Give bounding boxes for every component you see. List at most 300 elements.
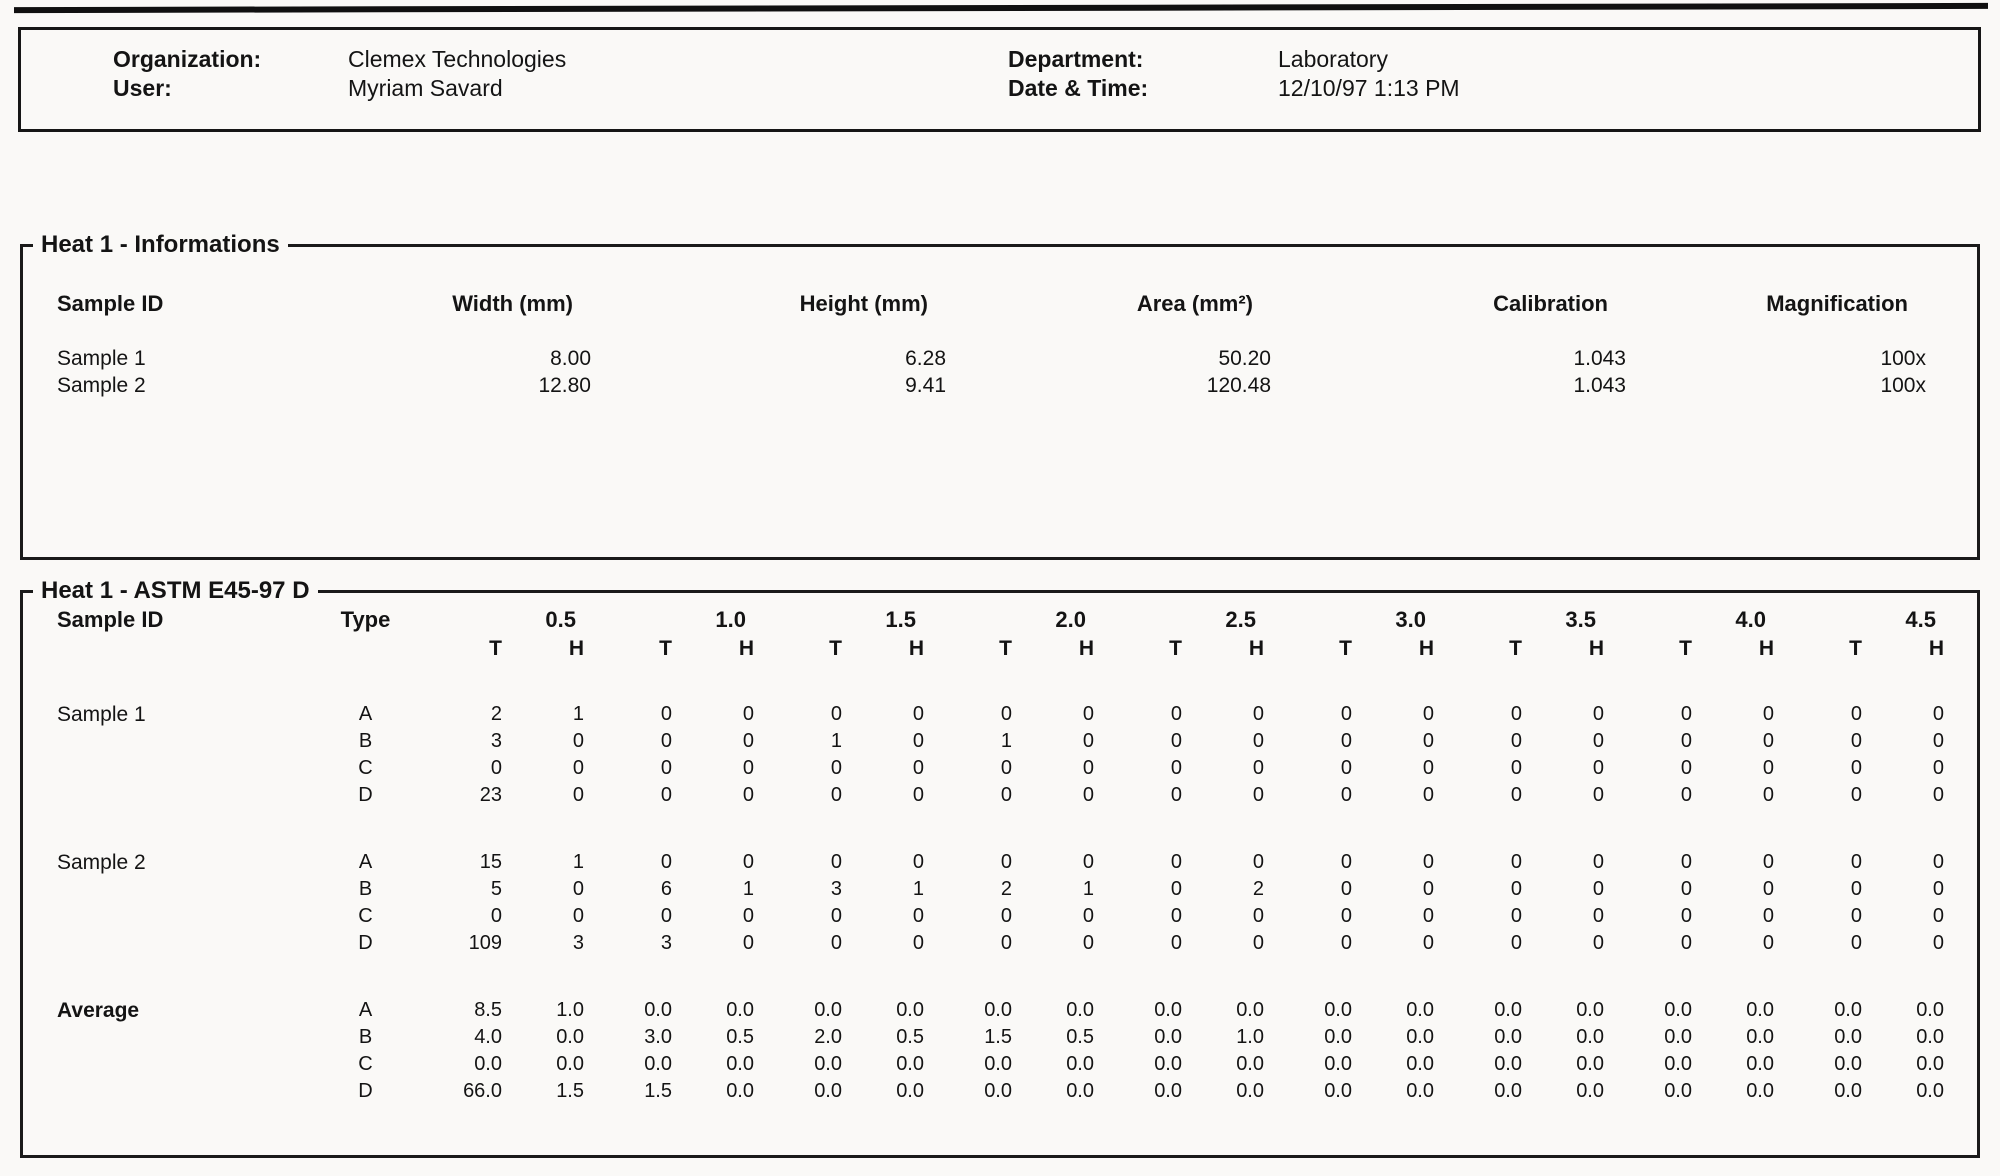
value-cell: 0 [1850,703,1862,725]
value-cell: 0 [1932,784,1944,806]
value-cell: 1 [830,730,842,752]
value-cell: 0 [912,905,924,927]
value-cell: 1 [572,851,584,873]
value-cell: 3 [572,932,584,954]
value-cell: 100x [1880,347,1926,370]
severity-header: 1.0 [715,607,746,632]
type-cell: D [358,1080,373,1102]
value-cell: 0.0 [1406,1053,1434,1075]
value-cell: 0 [1932,932,1944,954]
value-cell: 0.0 [1324,999,1352,1021]
value-cell: 1.043 [1573,374,1626,397]
severity-header: 3.0 [1395,607,1426,632]
subcolumn-header: T [999,637,1012,660]
type-cell: D [358,932,373,954]
value-cell: 0 [830,784,842,806]
value-cell: 0 [1510,730,1522,752]
value-cell: 0 [1422,784,1434,806]
value-cell: 0 [1082,932,1094,954]
value-cell: 0 [1170,905,1182,927]
value-cell: 0 [1170,757,1182,779]
column-header: Width (mm) [452,291,573,316]
value-cell: 2 [490,703,502,725]
value-cell: 0.0 [1066,999,1094,1021]
value-cell: 0 [1762,757,1774,779]
value-cell: 0 [572,757,584,779]
value-cell: 66.0 [463,1080,502,1102]
severity-header: 0.5 [545,607,576,632]
value-cell: 0.0 [814,1080,842,1102]
type-cell: C [358,1053,373,1075]
table-row [43,755,1948,782]
value-cell: 0.0 [474,1053,502,1075]
value-cell: 0 [1082,757,1094,779]
subcolumn-header: H [738,637,754,660]
value-cell: 0 [572,730,584,752]
value-cell: 0 [1340,703,1352,725]
value-cell: 0 [742,784,754,806]
value-cell: 0 [1340,905,1352,927]
value-cell: 0.0 [896,999,924,1021]
value-cell: 0 [1850,784,1862,806]
value-cell: 0 [912,730,924,752]
value-cell: 0 [1170,703,1182,725]
value-cell: 0.5 [1066,1026,1094,1048]
value-cell: 0 [1592,878,1604,900]
type-cell: A [358,703,373,725]
value-cell: 1 [742,878,754,900]
value-cell: 0.0 [1406,1080,1434,1102]
value-cell: 0 [1592,905,1604,927]
value-cell: 0 [1850,851,1862,873]
value-cell: 0 [742,730,754,752]
value-cell: 0.0 [1834,1080,1862,1102]
subcolumn-header: T [829,637,842,660]
section-title-informations: Heat 1 - Informations [33,231,288,259]
value-cell: 0 [1082,905,1094,927]
severity-header: 1.5 [885,607,916,632]
value-cell: 0 [1252,730,1264,752]
subcolumn-header: T [659,637,672,660]
value-cell: 0 [1762,730,1774,752]
value-cell: 0.0 [726,1053,754,1075]
value-cell: 0 [1932,730,1944,752]
column-header: Sample ID [57,607,164,632]
value-cell: 0 [1592,757,1604,779]
spacer-cell [313,633,418,661]
table-row [43,903,1948,930]
department-label: Department: [1008,46,1144,72]
value-cell: 0 [1170,851,1182,873]
value-cell: 0 [1680,905,1692,927]
section-title-astm: Heat 1 - ASTM E45-97 D [33,577,318,605]
value-cell: 0 [1000,851,1012,873]
value-cell: 0.0 [1834,1026,1862,1048]
value-cell: 0 [1932,703,1944,725]
value-cell: 2 [1252,878,1264,900]
value-cell: 0 [490,905,502,927]
value-cell: 120.48 [1206,374,1271,397]
value-cell: 0.0 [1916,1026,1944,1048]
value-cell: 0 [1422,905,1434,927]
value-cell: 0 [1082,851,1094,873]
value-cell: 0 [1082,784,1094,806]
value-cell: 0 [1680,730,1692,752]
value-cell: 0 [1170,878,1182,900]
value-cell: 0.0 [1664,999,1692,1021]
organization-value: Clemex Technologies [348,46,567,72]
value-cell: 109 [468,932,502,954]
organization-label: Organization: [113,46,262,72]
value-cell: 0 [830,757,842,779]
value-cell: 0.0 [1236,1080,1264,1102]
value-cell: 0 [1850,757,1862,779]
value-cell: 0 [830,703,842,725]
value-cell: 0 [1000,757,1012,779]
subcolumn-header: T [1339,637,1352,660]
value-cell: 0 [660,851,672,873]
value-cell: 0 [1850,730,1862,752]
value-cell: 0.0 [814,1053,842,1075]
value-cell: 0 [912,932,924,954]
subcolumn-header: H [1758,637,1774,660]
column-header: Type [340,607,391,632]
severity-header: 3.5 [1565,607,1596,632]
severity-header: 4.5 [1905,607,1936,632]
value-cell: 0 [1850,878,1862,900]
value-cell: 0 [742,757,754,779]
value-cell: 15 [479,851,502,873]
value-cell: 0 [1510,757,1522,779]
subcolumn-header: H [1418,637,1434,660]
subcolumn-header: H [1248,637,1264,660]
value-cell: 0 [830,851,842,873]
value-cell: 0 [1252,932,1264,954]
value-cell: 0.0 [1324,1080,1352,1102]
column-header: Magnification [1766,291,1908,316]
value-cell: 12.80 [538,374,591,397]
value-cell: 0 [1422,878,1434,900]
value-cell: 0 [572,905,584,927]
value-cell: 0 [830,932,842,954]
value-cell: 0.0 [644,1053,672,1075]
value-cell: 0 [1850,905,1862,927]
value-cell: 0 [1510,703,1522,725]
value-cell: 3.0 [644,1026,672,1048]
value-cell: 0.0 [1406,1026,1434,1048]
value-cell: 0.0 [1494,1080,1522,1102]
row-group-label: Sample 2 [57,851,146,874]
value-cell: 0.0 [1154,1053,1182,1075]
datetime-value: 12/10/97 1:13 PM [1278,75,1460,101]
value-cell: 0 [1000,905,1012,927]
type-cell: D [358,784,373,806]
value-cell: 1 [572,703,584,725]
value-cell: 0.0 [1066,1080,1094,1102]
value-cell: 0.0 [896,1053,924,1075]
value-cell: 0.0 [1494,1053,1522,1075]
value-cell: 0.0 [1576,1053,1604,1075]
severity-header: 4.0 [1735,607,1766,632]
value-cell: 50.20 [1218,347,1271,370]
value-cell: 8.00 [550,347,591,370]
value-cell: 0.0 [1576,1080,1604,1102]
value-cell: 0.0 [1406,999,1434,1021]
value-cell: 0.0 [1746,1080,1774,1102]
spacer-cell [43,633,313,661]
value-cell: 0 [660,905,672,927]
value-cell: 3 [830,878,842,900]
table-row [43,661,1948,728]
value-cell: 0.0 [1324,1053,1352,1075]
value-cell: 0 [1340,730,1352,752]
value-cell: 0.0 [984,1080,1012,1102]
value-cell: 0 [1932,878,1944,900]
value-cell: 0 [1000,784,1012,806]
info-header-row [43,291,1948,345]
value-cell: 4.0 [474,1026,502,1048]
value-cell: 1.0 [1236,1026,1264,1048]
value-cell: 0 [742,905,754,927]
value-cell: 0.0 [1746,999,1774,1021]
value-cell: 0.0 [1066,1053,1094,1075]
value-cell: 0 [1850,932,1862,954]
value-cell: 0 [490,757,502,779]
table-row [43,876,1948,903]
table-row [43,1024,1948,1051]
value-cell: 0 [1252,703,1264,725]
value-cell: 0 [1592,730,1604,752]
subcolumn-header: H [568,637,584,660]
value-cell: 0 [1932,905,1944,927]
section-informations [20,231,1980,560]
row-group-label: Average [57,999,140,1022]
value-cell: 0.0 [726,999,754,1021]
value-cell: 0 [1762,878,1774,900]
value-cell: 0 [1422,932,1434,954]
value-cell: 0 [1082,730,1094,752]
table-row [43,809,1948,876]
column-header: Sample ID [57,291,164,316]
scan-edge-line [14,3,1988,13]
value-cell: 1 [1082,878,1094,900]
value-cell: 1 [1000,730,1012,752]
value-cell: 2 [1000,878,1012,900]
value-cell: 3 [660,932,672,954]
value-cell: 0.0 [1576,999,1604,1021]
table-row [43,345,1948,372]
subcolumn-header: T [489,637,502,660]
value-cell: 0 [742,703,754,725]
value-cell: 0 [1762,784,1774,806]
value-cell: 0 [1680,703,1692,725]
table-row [43,957,1948,1024]
value-cell: 0 [1680,878,1692,900]
value-cell: 0 [1510,784,1522,806]
value-cell: 0.0 [1494,999,1522,1021]
datetime-label: Date & Time: [1008,75,1149,101]
value-cell: 0 [1252,757,1264,779]
value-cell: 6 [660,878,672,900]
value-cell: 0 [1592,703,1604,725]
value-cell: 2.0 [814,1026,842,1048]
value-cell: 0.0 [726,1080,754,1102]
value-cell: 1.0 [556,999,584,1021]
section-astm-e45-97-d [20,577,1980,1158]
value-cell: 0 [1680,757,1692,779]
value-cell: 0 [1680,851,1692,873]
value-cell: 0 [1082,703,1094,725]
value-cell: 100x [1880,374,1926,397]
astm-ratings-table [43,603,1948,1105]
value-cell: 0.0 [1916,1080,1944,1102]
value-cell: 0 [1422,730,1434,752]
value-cell: 9.41 [905,374,946,397]
severity-header: 2.0 [1055,607,1086,632]
value-cell: 0 [1680,932,1692,954]
value-cell: 0.0 [1834,1053,1862,1075]
value-cell: 0.0 [1746,1026,1774,1048]
type-cell: A [358,999,373,1021]
value-cell: 0 [830,905,842,927]
subcolumn-header: H [1078,637,1094,660]
table-row [43,1078,1948,1105]
value-cell: 0.0 [556,1026,584,1048]
value-cell: 0 [1422,757,1434,779]
value-cell: 0 [1762,905,1774,927]
value-cell: 0.0 [1154,1026,1182,1048]
value-cell: 0 [1932,757,1944,779]
value-cell: 0.0 [1746,1053,1774,1075]
value-cell: 1 [912,878,924,900]
value-cell: 0 [1170,730,1182,752]
value-cell: 0 [912,784,924,806]
value-cell: 0.0 [1664,1053,1692,1075]
value-cell: 0.0 [814,999,842,1021]
value-cell: 1.5 [644,1080,672,1102]
value-cell: 1.043 [1573,347,1626,370]
value-cell: 0 [1592,784,1604,806]
table-row [43,372,1948,399]
value-cell: 0 [660,730,672,752]
value-cell: 0 [1510,905,1522,927]
value-cell: 0 [1592,851,1604,873]
subcolumn-header: T [1169,637,1182,660]
value-cell: 0.0 [1154,999,1182,1021]
value-cell: 0 [1762,932,1774,954]
subcolumn-header: T [1509,637,1522,660]
value-cell: 0 [660,757,672,779]
value-cell: 0 [1340,878,1352,900]
value-cell: 0 [1680,784,1692,806]
value-cell: 0.0 [984,1053,1012,1075]
value-cell: 0.0 [1324,1026,1352,1048]
column-header: Area (mm²) [1136,291,1253,316]
value-cell: 0.0 [556,1053,584,1075]
user-label: User: [113,75,172,101]
value-cell: 8.5 [474,999,502,1021]
value-cell: 0 [742,932,754,954]
value-cell: 23 [479,784,502,806]
table-row [43,782,1948,809]
severity-header: 2.5 [1225,607,1256,632]
table-row [43,930,1948,957]
value-cell: 1.5 [556,1080,584,1102]
value-cell: 0 [572,878,584,900]
value-cell: 0 [1000,703,1012,725]
value-cell: 0.0 [644,999,672,1021]
type-cell: A [358,851,373,873]
value-cell: 0.0 [1236,1053,1264,1075]
value-cell: 0 [1932,851,1944,873]
value-cell: 0 [1340,932,1352,954]
value-cell: 0.5 [896,1026,924,1048]
subcolumn-header: T [1849,637,1862,660]
value-cell: 0.0 [896,1080,924,1102]
value-cell: 0.0 [1834,999,1862,1021]
value-cell: 5 [490,878,502,900]
astm-subheader-row [43,633,1948,661]
value-cell: 0 [1252,784,1264,806]
value-cell: 0.0 [984,999,1012,1021]
value-cell: 0 [1762,703,1774,725]
value-cell: 0.0 [1916,1053,1944,1075]
value-cell: 0 [1340,757,1352,779]
type-cell: B [358,1026,373,1048]
value-cell: 0 [1340,851,1352,873]
user-value: Myriam Savard [348,75,503,101]
value-cell: 0 [1000,932,1012,954]
report-header [18,27,1981,132]
value-cell: 6.28 [905,347,946,370]
type-cell: C [358,757,373,779]
value-cell: 0.0 [1664,1026,1692,1048]
value-cell: 0 [1422,851,1434,873]
value-cell: 0.0 [1494,1026,1522,1048]
value-cell: 0.0 [1916,999,1944,1021]
type-cell: C [358,905,373,927]
value-cell: 0 [1510,851,1522,873]
value-cell: 0 [912,703,924,725]
value-cell: 0 [660,703,672,725]
subcolumn-header: H [1588,637,1604,660]
type-cell: B [358,878,373,900]
sample-id-cell: Sample 2 [57,374,146,397]
value-cell: 0 [1340,784,1352,806]
value-cell: 0.0 [1576,1026,1604,1048]
subcolumn-header: T [1679,637,1692,660]
department-value: Laboratory [1278,46,1388,72]
value-cell: 0.5 [726,1026,754,1048]
astm-severity-header-row [43,603,1948,633]
subcolumn-header: H [908,637,924,660]
value-cell: 0 [1510,932,1522,954]
value-cell: 0.0 [1236,999,1264,1021]
value-cell: 0 [912,851,924,873]
value-cell: 0 [1592,932,1604,954]
value-cell: 0 [660,784,672,806]
value-cell: 0 [1422,703,1434,725]
value-cell: 0 [742,851,754,873]
subcolumn-header: H [1928,637,1944,660]
value-cell: 0 [1252,905,1264,927]
value-cell: 0.0 [1154,1080,1182,1102]
value-cell: 0 [572,784,584,806]
value-cell: 0 [1170,784,1182,806]
column-header: Height (mm) [799,291,928,316]
sample-id-cell: Sample 1 [57,347,146,370]
table-row [43,728,1948,755]
